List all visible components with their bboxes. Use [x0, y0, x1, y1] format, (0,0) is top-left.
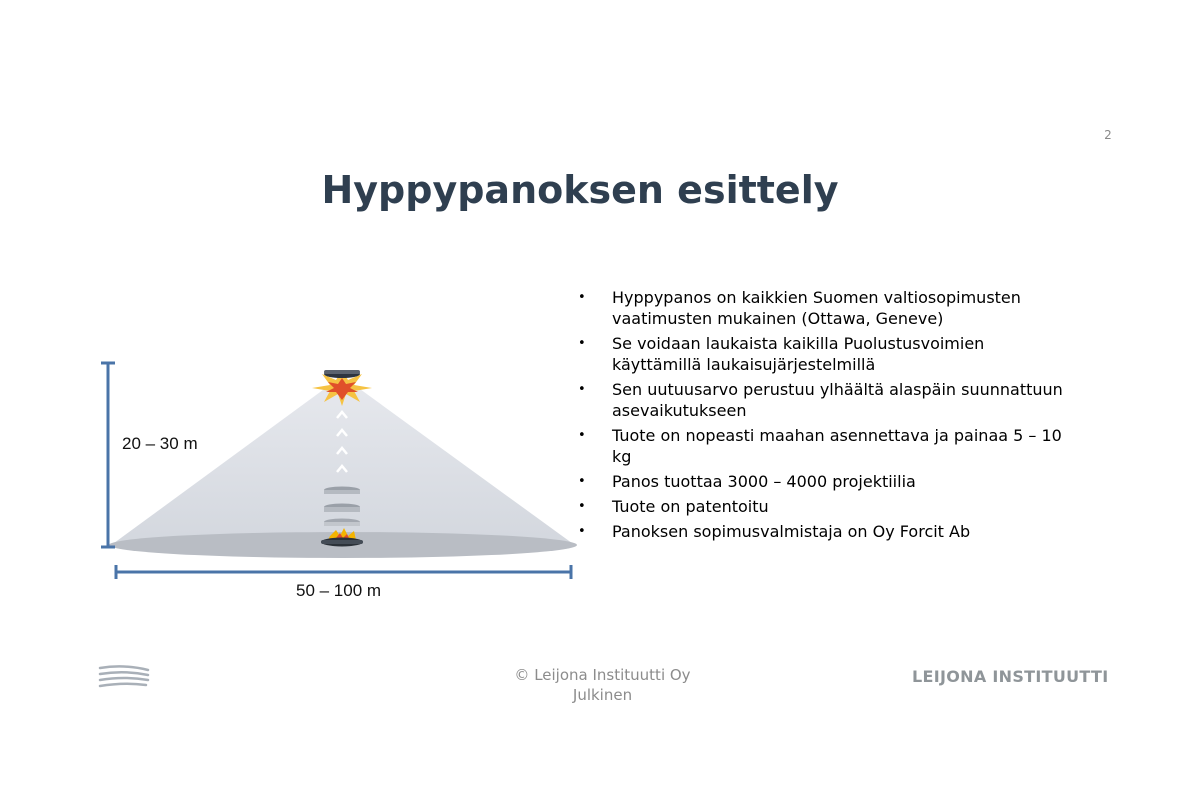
bullet-item: • Panoksen sopimusvalmistaja on Oy Forcit Ab — [574, 521, 1074, 542]
height-label: 20 – 30 m — [122, 434, 198, 453]
bullet-item: • Panos tuottaa 3000 – 4000 projektiilia — [574, 471, 1074, 492]
brand-wordmark: LEIJONA INSTITUUTTI — [912, 667, 1109, 686]
copyright-text: © Leijona Instituutti Oy — [514, 666, 691, 684]
classification-text: Julkinen — [572, 686, 633, 704]
bullet-item: • Tuote on patentoitu — [574, 496, 1074, 517]
charge-stack — [324, 487, 360, 527]
slide-title: Hyppypanoksen esittely — [321, 168, 839, 212]
company-logo-icon — [98, 662, 150, 692]
footer-text — [480, 665, 725, 705]
width-label: 50 – 100 m — [296, 581, 382, 600]
jump-charge-diagram — [90, 350, 590, 590]
height-dimension-line — [101, 363, 115, 547]
bullet-item: • Se voidaan laukaista kaikilla Puolustusvoimien käyttämillä laukaisujärjestelmillä — [574, 333, 1074, 375]
bullet-item: • Hyppypanos on kaikkien Suomen valtiosopimusten vaatimusten mukainen (Ottawa, Geneve) — [574, 287, 1074, 329]
bullet-item: • Sen uutuusarvo perustuu ylhäältä alaspäin suunnattuun asevaikutukseen — [574, 379, 1074, 421]
bullet-item: • Tuote on nopeasti maahan asennettava ja painaa 5 – 10 kg — [574, 425, 1074, 467]
width-dimension-line — [116, 565, 571, 579]
bullet-list — [574, 287, 1074, 546]
page-number: 2 — [1104, 128, 1112, 142]
